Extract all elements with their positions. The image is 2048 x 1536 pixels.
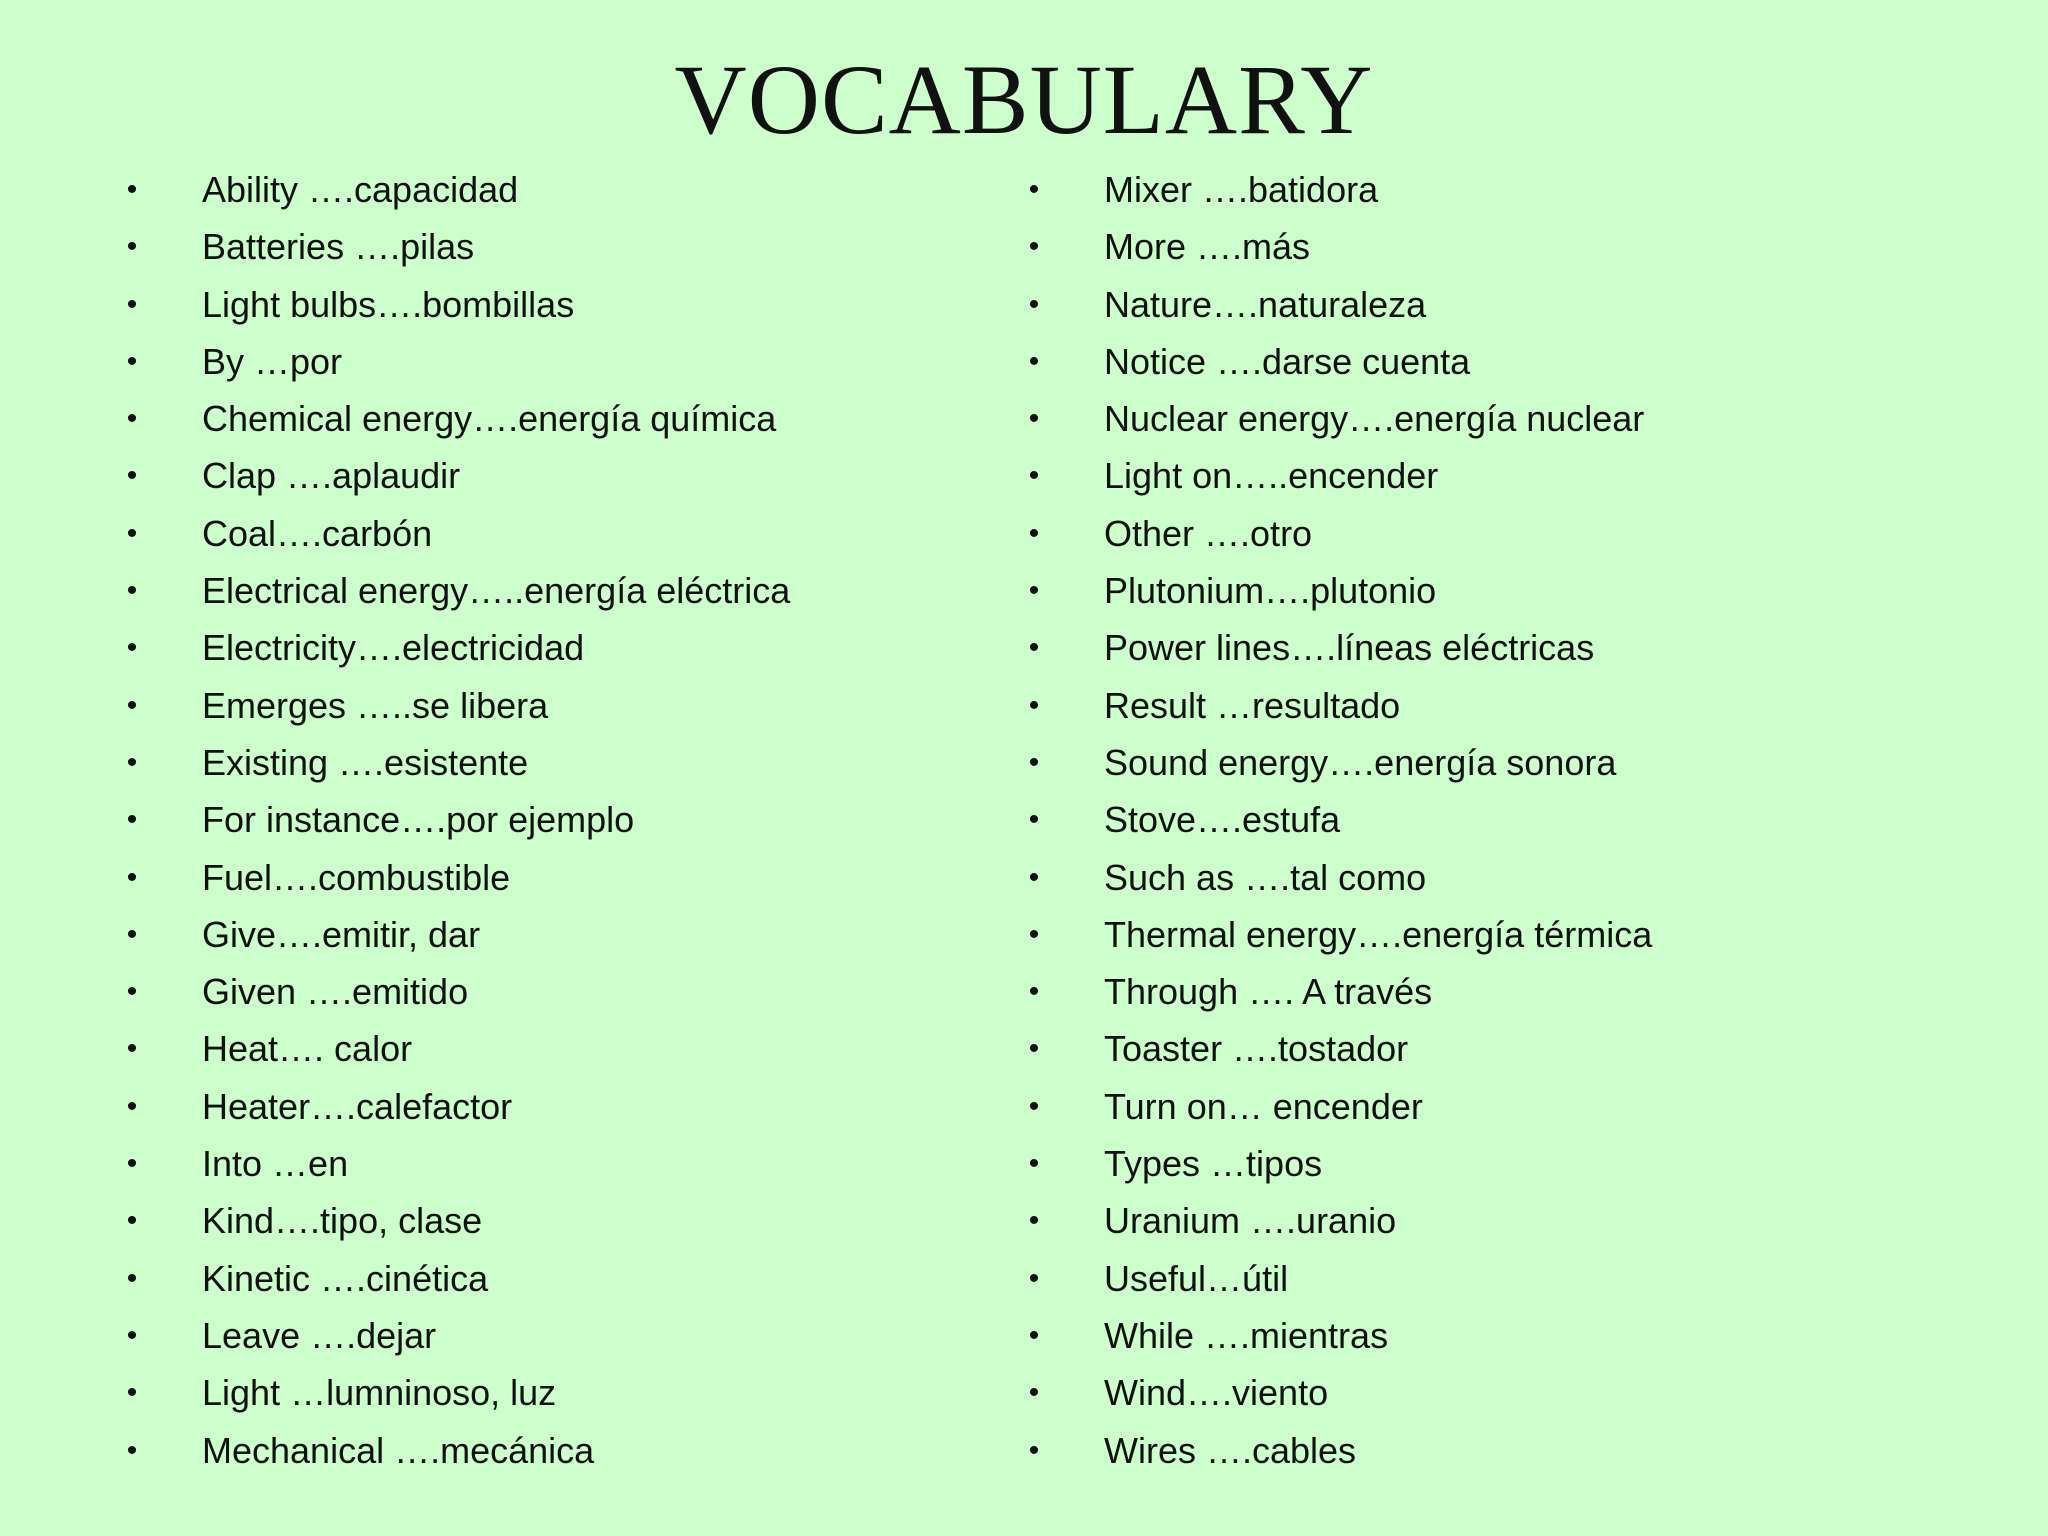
vocabulary-item-right: [1024, 906, 1924, 963]
bullet-icon: •: [126, 1261, 138, 1295]
vocabulary-entry-text: Electricity….electricidad: [202, 627, 585, 669]
vocabulary-item-right: [1024, 562, 1924, 619]
vocabulary-item-right: [1024, 1020, 1924, 1077]
vocabulary-item-left: [122, 161, 1002, 218]
vocabulary-entry-text: Fuel….combustible: [202, 856, 511, 898]
vocabulary-entry-text: Kinetic ….cinética: [202, 1257, 489, 1299]
vocabulary-item-right: [1024, 161, 1924, 218]
bullet-icon: •: [126, 631, 138, 665]
vocabulary-item-left: [122, 791, 1002, 848]
vocabulary-item-left: [122, 1020, 1002, 1077]
vocabulary-entry-text: Heater….calefactor: [202, 1085, 513, 1127]
bullet-icon: •: [126, 1376, 138, 1410]
bullet-icon: •: [1028, 745, 1040, 779]
bullet-icon: •: [1028, 1032, 1040, 1066]
bullet-icon: •: [126, 230, 138, 264]
vocabulary-entry-text: Light on…..encender: [1104, 455, 1439, 497]
vocabulary-entry-text: Emerges …..se libera: [202, 684, 549, 726]
bullet-icon: •: [126, 745, 138, 779]
bullet-icon: •: [1028, 459, 1040, 493]
vocabulary-item-right: [1024, 677, 1924, 734]
vocabulary-entry-text: Heat…. calor: [202, 1028, 413, 1070]
bullet-icon: •: [1028, 1433, 1040, 1467]
vocabulary-item-left: [122, 1078, 1002, 1135]
bullet-icon: •: [1028, 1261, 1040, 1295]
vocabulary-entry-text: Coal….carbón: [202, 512, 433, 554]
vocabulary-entry-text: Sound energy….energía sonora: [1104, 741, 1617, 783]
vocabulary-item-right: [1024, 849, 1924, 906]
vocabulary-entry-text: Leave ….dejar: [202, 1314, 437, 1356]
vocabulary-entry-text: Nuclear energy….energía nuclear: [1104, 398, 1645, 440]
bullet-icon: •: [126, 917, 138, 951]
vocabulary-item-left: [122, 562, 1002, 619]
vocabulary-item-left: [122, 963, 1002, 1020]
bullet-icon: •: [126, 803, 138, 837]
vocabulary-item-right: [1024, 276, 1924, 333]
vocabulary-entry-text: Wires ….cables: [1104, 1429, 1357, 1471]
bullet-icon: •: [126, 1433, 138, 1467]
vocabulary-entry-text: Turn on… encender: [1104, 1085, 1423, 1127]
vocabulary-item-left: [122, 276, 1002, 333]
vocabulary-item-left: [122, 849, 1002, 906]
vocabulary-entry-text: Notice ….darse cuenta: [1104, 340, 1471, 382]
bullet-icon: •: [126, 344, 138, 378]
vocabulary-item-right: [1024, 619, 1924, 676]
vocabulary-entry-text: Nature….naturaleza: [1104, 283, 1427, 325]
bullet-icon: •: [126, 1318, 138, 1352]
vocabulary-entry-text: More ….más: [1104, 226, 1311, 268]
vocabulary-entry-text: Give….emitir, dar: [202, 913, 481, 955]
vocabulary-entry-text: Existing ….esistente: [202, 741, 529, 783]
vocabulary-item-left: [122, 677, 1002, 734]
vocabulary-item-right: [1024, 333, 1924, 390]
bullet-icon: •: [1028, 1204, 1040, 1238]
vocabulary-list-left: [122, 161, 1002, 1479]
vocabulary-entry-text: Power lines….líneas eléctricas: [1104, 627, 1595, 669]
bullet-icon: •: [126, 516, 138, 550]
bullet-icon: •: [126, 287, 138, 321]
bullet-icon: •: [126, 975, 138, 1009]
vocabulary-entry-text: Through …. A través: [1104, 971, 1433, 1013]
vocabulary-entry-text: Light …lumninoso, luz: [202, 1372, 557, 1414]
bullet-icon: •: [126, 860, 138, 894]
bullet-icon: •: [1028, 688, 1040, 722]
bullet-icon: •: [1028, 173, 1040, 206]
vocabulary-item-right: [1024, 1078, 1924, 1135]
bullet-icon: •: [1028, 803, 1040, 837]
bullet-icon: •: [126, 173, 138, 206]
vocabulary-entry-text: Into …en: [202, 1143, 349, 1185]
vocabulary-item-left: [122, 619, 1002, 676]
bullet-icon: •: [126, 1204, 138, 1238]
vocabulary-item-right: [1024, 505, 1924, 562]
vocabulary-entry-text: Plutonium….plutonio: [1104, 570, 1437, 612]
vocabulary-list-right: [1024, 161, 1924, 1479]
bullet-icon: •: [1028, 631, 1040, 665]
bullet-icon: •: [1028, 287, 1040, 321]
vocabulary-item-left: [122, 1250, 1002, 1307]
vocabulary-entry-text: While ….mientras: [1104, 1314, 1389, 1356]
bullet-icon: •: [126, 1147, 138, 1181]
vocabulary-item-left: [122, 734, 1002, 791]
vocabulary-item-left: [122, 333, 1002, 390]
vocabulary-item-left: [122, 1307, 1002, 1364]
bullet-icon: •: [126, 1032, 138, 1066]
vocabulary-item-left: [122, 1422, 1002, 1479]
bullet-icon: •: [1028, 1376, 1040, 1410]
vocabulary-item-left: [122, 505, 1002, 562]
vocabulary-item-left: [122, 390, 1002, 447]
vocabulary-entry-text: Electrical energy…..energía eléctrica: [202, 570, 791, 612]
vocabulary-item-left: [122, 1192, 1002, 1249]
vocabulary-entry-text: Stove….estufa: [1104, 799, 1341, 841]
bullet-icon: •: [1028, 516, 1040, 550]
vocabulary-entry-text: By …por: [202, 340, 343, 382]
vocabulary-entry-text: Mixer ….batidora: [1104, 169, 1379, 210]
vocabulary-entry-text: Ability ….capacidad: [202, 169, 519, 210]
vocabulary-item-left: [122, 447, 1002, 504]
vocabulary-item-right: [1024, 734, 1924, 791]
vocabulary-entry-text: Kind….tipo, clase: [202, 1200, 483, 1242]
vocabulary-entry-text: Useful…útil: [1104, 1257, 1289, 1299]
vocabulary-entry-text: For instance….por ejemplo: [202, 799, 635, 841]
bullet-icon: •: [1028, 402, 1040, 436]
vocabulary-item-right: [1024, 390, 1924, 447]
bullet-icon: •: [126, 459, 138, 493]
bullet-icon: •: [1028, 1089, 1040, 1123]
vocabulary-item-right: [1024, 1422, 1924, 1479]
bullet-icon: •: [126, 688, 138, 722]
vocabulary-item-right: [1024, 1250, 1924, 1307]
vocabulary-entry-text: Light bulbs….bombillas: [202, 283, 575, 325]
vocabulary-entry-text: Toaster ….tostador: [1104, 1028, 1409, 1070]
vocabulary-entry-text: Clap ….aplaudir: [202, 455, 461, 497]
vocabulary-item-right: [1024, 1192, 1924, 1249]
vocabulary-item-right: [1024, 218, 1924, 275]
bullet-icon: •: [126, 402, 138, 436]
vocabulary-item-right: [1024, 791, 1924, 848]
vocabulary-entry-text: Thermal energy….energía térmica: [1104, 913, 1653, 955]
vocabulary-entry-text: Uranium ….uranio: [1104, 1200, 1397, 1242]
vocabulary-entry-text: Types …tipos: [1104, 1143, 1323, 1185]
vocabulary-item-left: [122, 218, 1002, 275]
vocabulary-item-right: [1024, 963, 1924, 1020]
vocabulary-item-right: [1024, 1135, 1924, 1192]
vocabulary-entry-text: Chemical energy….energía química: [202, 398, 777, 440]
bullet-icon: •: [1028, 1318, 1040, 1352]
bullet-icon: •: [1028, 917, 1040, 951]
slide-title: VOCABULARY: [674, 44, 1374, 155]
vocabulary-entry-text: Given ….emitido: [202, 971, 469, 1013]
vocabulary-item-right: [1024, 447, 1924, 504]
vocabulary-entry-text: Batteries ….pilas: [202, 226, 475, 268]
vocabulary-item-right: [1024, 1307, 1924, 1364]
bullet-icon: •: [1028, 860, 1040, 894]
bullet-icon: •: [1028, 344, 1040, 378]
vocabulary-item-right: [1024, 1364, 1924, 1421]
vocabulary-entry-text: Result …resultado: [1104, 684, 1401, 726]
bullet-icon: •: [126, 574, 138, 608]
vocabulary-entry-text: Other ….otro: [1104, 512, 1313, 554]
vocabulary-item-left: [122, 906, 1002, 963]
vocabulary-item-left: [122, 1364, 1002, 1421]
vocabulary-item-left: [122, 1135, 1002, 1192]
vocabulary-entry-text: Such as ….tal como: [1104, 856, 1427, 898]
bullet-icon: •: [1028, 574, 1040, 608]
bullet-icon: •: [1028, 1147, 1040, 1181]
vocabulary-entry-text: Mechanical ….mecánica: [202, 1429, 595, 1471]
bullet-icon: •: [1028, 975, 1040, 1009]
vocabulary-entry-text: Wind….viento: [1104, 1372, 1329, 1414]
bullet-icon: •: [126, 1089, 138, 1123]
bullet-icon: •: [1028, 230, 1040, 264]
